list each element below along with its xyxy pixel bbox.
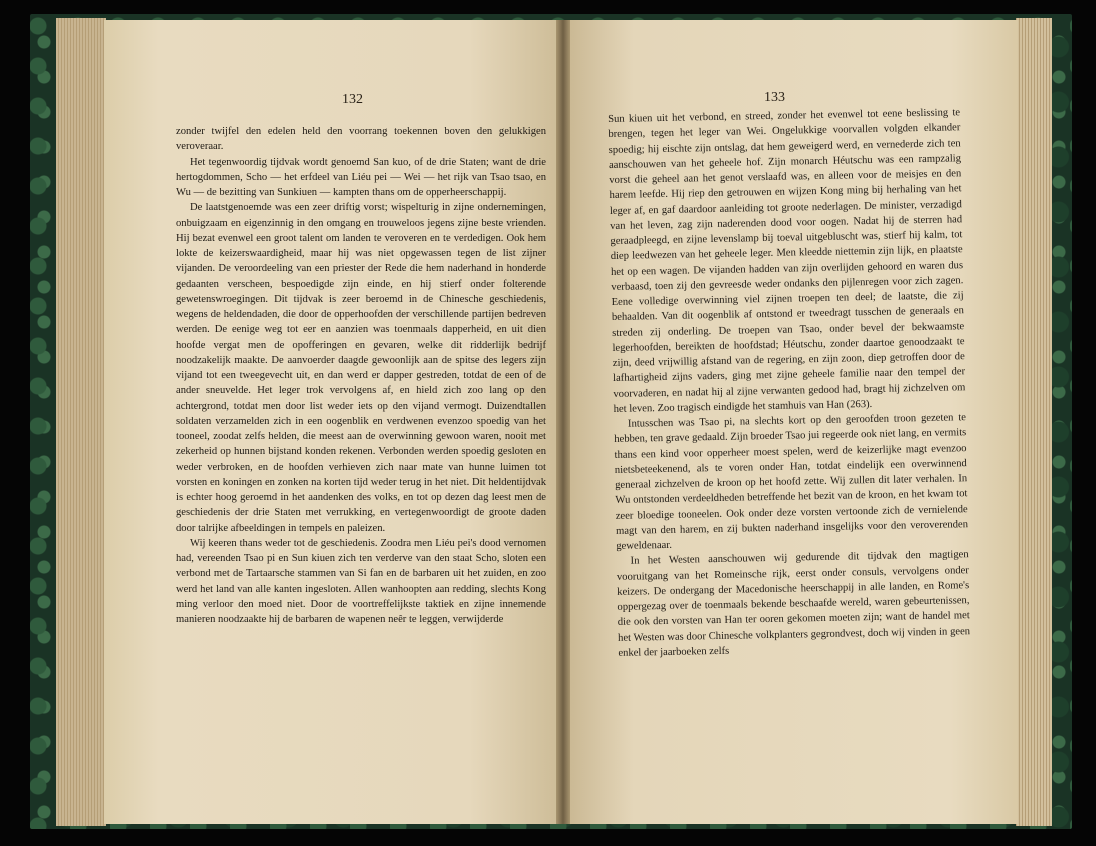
left-page-text xyxy=(176,124,546,627)
paragraph: Intusschen was Tsao pi, na slechts kort op den geroofden troon gezeten te hebben, ten grave gedaald. Zijn broeder Tsao jui regeerde ook niet lang, en vermits thans een kind voor opperheer moest spelen, werd de keizerlijke magt evenzoo nietsbeteekenend, als te voren onder Han, totdat eindelijk een overwinnend generaal zichzelven de kroon op het hoofd zette. Wij zullen dit later verhalen. In Wu ontstonden verdeeldheden betreffende het bezit van de kroon, en het kwam tot zeer bloedige tooneelen. Ook onder deze vorsten vertoonde zich de vernielende magt van den harem, en zij bukten naderhand insgelijks voor den veroverenden geweldenaar. xyxy=(614,412,969,552)
paragraph: De laatstgenoemde was een zeer driftig vorst; wispelturig in zijne ondernemingen, onbuigzaam en eigenzinnig in den omgang en trouweloos jegens zijne beste vrienden. Hij bezat evenwel een groot talent om landen te veroveren en te verdedigen. Ook hem lokte de keizerswaardigheid, maar hij was niet opgewassen tegen de list zijner vijanden. De veroordeeling van een priester der Rede die hem naderhand in honderde gedaanten verscheen, bespoedigde zijn einde, en hij stierf onder folterende gewetenswroegingen. Dit tijdvak is zeer beroemd in de Chinesche geschiedenis, wegens de heldendaden, die door de opperhoofden der verschillende partijen bedreven werden. De eenige weg tot eer en aanzien was toenmaals dapperheid, en uit dien hoofde vergat men de opofferingen en gevaren, welke dit ridderlijk bedrijf noodzakelijk maakte. De aanvoerder daagde gewoonlijk aan de spitse des legers zijn vijand tot een tweegevecht uit, en dan werd er dapper gestreden, totdat de een of de ander sneuvelde. Het leger trok vervolgens af, en hield zich zoo lang op den achtergrond, totdat men door list weder iets op den vijand vermogt. Duizendtallen soldaten verzamelden zich in een oogenblik en verdwenen evenzoo spoedig van het tooneel, zoodat zelfs helden, die meest aan de overwinning gewoon waren, nooit met zekerheid op hunnen bijstand konden rekenen. Verbonden werden spoedig gesloten en weder verbroken, en de hoofden verhieven zich naar mate van hunne luimen tot vorsten en koningen en zonken na korten tijd weder terug in het niet. Dit heldentijdvak is echter hoog geroemd in het aandenken des volks, en tot op dezen dag leest men de geschiedenis der drie Staten met verrukking, en vertegenwoordigt de groote daden door talrijke afbeeldingen in tempels en paleizen. xyxy=(176,202,546,534)
paragraph: Sun kiuen uit het verbond, en streed, zonder het evenwel tot eene beslissing te brengen, tegen het leger van Wei. Ongelukkige voorvallen volgden elkander spoedig; hij eischte zijn ontslag, dat hem geweigerd werd, en vernederde zich ten aanschouwen van het geheele hof. Zijn monarch Héutschu was een rampzalig vorst die geheel aan het genot verslaafd was, en alleen voor de meisjes en den harem leefde. Hij riep den getrouwen en wijzen Kong ming bij herhaling van het leger af, en gaf daardoor aanleiding tot groote nederlagen. De minister, verzadigd van het leven, zag zijn naderenden dood voor oogen. Nadat hij de sterren had geraadpleegd, en zijne levenslamp bij toeval uitgebluscht was, stierf hij kalm, tot diep leedwezen van het geheele leger. Men kleedde niettemin zijn lijk, en plaatste het op een wagen. De vijanden hadden van zijn overlijden gehoord en waren dus verbaasd, toen zij den gevreesde weder ondanks den pijlenregen voor zich zagen. Eene volledige overwinning viel zijnen troepen ten deel; de laatste, die zij behaalden. Van dit oogenblik af ontstond er tweedragt tusschen de generaals en streden zij onderling. De troepen van Tsao, onder bevel der bekwaamste legerhoofden, bereikten de hoofdstad; Héutschu, zonder daartoe genoodzaakt te zijn, deed vrijwillig afstand van de regering, en zijn zoon, diep getroffen door de lafhartigheid zijns vaders, ging met zijne geheele familie naar den tempel der voorvaderen, en nadat hij al zijne verwanten gedood had, bragt hij zichzelven om het leven. Zoo tragisch eindigde het stamhuis van Han (263). xyxy=(608,107,966,415)
right-page-text xyxy=(608,105,970,661)
page-edges-right xyxy=(1016,18,1052,826)
paragraph: zonder twijfel den edelen held den voorrang toekennen boven den gelukkigen veroveraar. xyxy=(176,126,546,153)
paragraph: In het Westen aanschouwen wij gedurende dit tijdvak den magtigen vooruitgang van het Romeinsche rijk, eerst onder consuls, vervolgens onder keizers. De ondergang der Macedonische heerschappij in alle landen, en Rome's oppergezag over de toenmaals bekende beschaafde wereld, waren gebeurtenissen, die ook den vorsten van Han ter ooren gekomen moeten zijn; want de handel met het Westen was door Chinesche volkplanters gegrondvest, doch wij vinden in geen enkel der jaarboeken zelfs xyxy=(616,549,971,659)
book-gutter xyxy=(556,20,570,824)
right-page-number: 133 xyxy=(764,90,785,105)
left-page-number: 132 xyxy=(342,92,363,107)
paragraph: Wij keeren thans weder tot de geschiedenis. Zoodra men Liéu pei's dood vernomen had, vereenden Tsao pi en Sun kiuen zich ten verderve van den staat Scho, sloten een verbond met de Tartaarsche stammen van Si fan en de barbaren uit het zuiden, en zoo werd het land van alle kanten ingesloten. Allen wanhoopten aan redding, slechts Kong ming verloor den moed niet. Door de voortreffelijkste taktiek en zijne innemende manieren noodzaakte hij de barbaren de wapenen neêr te leggen, verwijderde xyxy=(176,537,546,625)
page-edges-left xyxy=(56,18,106,826)
paragraph: Het tegenwoordig tijdvak wordt genoemd San kuo, of de drie Staten; want de drie hertogdommen, Scho — het erfdeel van Liéu pei — Wei — het rijk van Tsao tsao, en Wu — de bezitting van Sunkiuen — kampten thans om de opperheerschappij. xyxy=(176,156,546,198)
